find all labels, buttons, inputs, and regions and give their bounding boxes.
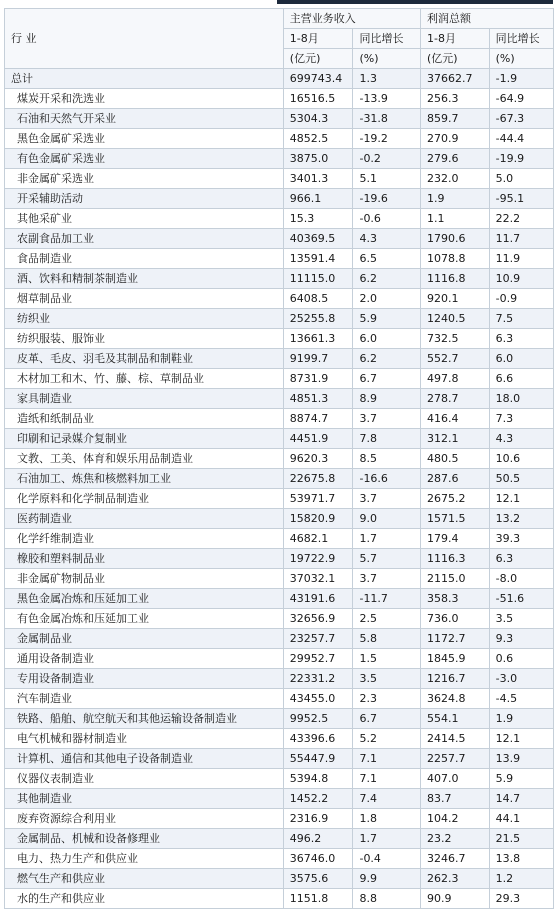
revenue-cell: 9620.3: [283, 449, 353, 469]
revenue-cell: 37032.1: [283, 569, 353, 589]
table-row: [5, 269, 554, 289]
profit-growth-cell: 29.3: [489, 889, 553, 909]
revenue-cell: 11115.0: [283, 269, 353, 289]
industry-table: [4, 8, 554, 909]
revenue-growth-cell: -0.6: [353, 209, 421, 229]
profit-growth-cell: 11.9: [489, 249, 553, 269]
industry-name-cell: 燃气生产和供应业: [5, 869, 284, 889]
revenue-growth-cell: 8.5: [353, 449, 421, 469]
profit-growth-cell: 13.9: [489, 749, 553, 769]
profit-cell: 1216.7: [421, 669, 490, 689]
industry-name-cell: 化学原料和化学制品制造业: [5, 489, 284, 509]
profit-cell: 270.9: [421, 129, 490, 149]
profit-cell: 1571.5: [421, 509, 490, 529]
revenue-growth-cell: 3.7: [353, 409, 421, 429]
profit-growth-cell: 12.1: [489, 729, 553, 749]
profit-growth-cell: -8.0: [489, 569, 553, 589]
header-pro-unit: (亿元): [421, 49, 490, 69]
revenue-cell: 22675.8: [283, 469, 353, 489]
profit-cell: 232.0: [421, 169, 490, 189]
revenue-cell: 19722.9: [283, 549, 353, 569]
table-row: [5, 329, 554, 349]
header-pro-pct: (%): [489, 49, 553, 69]
revenue-growth-cell: -0.2: [353, 149, 421, 169]
revenue-growth-cell: 7.4: [353, 789, 421, 809]
industry-name-cell: 有色金属矿采选业: [5, 149, 284, 169]
revenue-cell: 1452.2: [283, 789, 353, 809]
revenue-growth-cell: 1.5: [353, 649, 421, 669]
profit-cell: 279.6: [421, 149, 490, 169]
profit-cell: 859.7: [421, 109, 490, 129]
revenue-cell: 2316.9: [283, 809, 353, 829]
table-row: [5, 309, 554, 329]
profit-growth-cell: -64.9: [489, 89, 553, 109]
profit-growth-cell: -1.9: [489, 69, 553, 89]
table-row: [5, 729, 554, 749]
revenue-cell: 4682.1: [283, 529, 353, 549]
revenue-growth-cell: 6.2: [353, 269, 421, 289]
table-row: [5, 449, 554, 469]
profit-cell: 179.4: [421, 529, 490, 549]
revenue-cell: 32656.9: [283, 609, 353, 629]
profit-growth-cell: 10.6: [489, 449, 553, 469]
profit-growth-cell: -95.1: [489, 189, 553, 209]
revenue-growth-cell: 5.7: [353, 549, 421, 569]
table-row: [5, 849, 554, 869]
profit-growth-cell: 6.6: [489, 369, 553, 389]
revenue-cell: 5394.8: [283, 769, 353, 789]
profit-cell: 480.5: [421, 449, 490, 469]
revenue-growth-cell: 5.8: [353, 629, 421, 649]
profit-cell: 3246.7: [421, 849, 490, 869]
revenue-growth-cell: 9.0: [353, 509, 421, 529]
industry-name-cell: 总计: [5, 69, 284, 89]
revenue-cell: 43455.0: [283, 689, 353, 709]
table-row: [5, 709, 554, 729]
table-row: [5, 529, 554, 549]
revenue-cell: 13591.4: [283, 249, 353, 269]
profit-cell: 90.9: [421, 889, 490, 909]
revenue-growth-cell: 7.1: [353, 769, 421, 789]
industry-name-cell: 石油和天然气开采业: [5, 109, 284, 129]
profit-cell: 104.2: [421, 809, 490, 829]
profit-cell: 1.1: [421, 209, 490, 229]
revenue-cell: 1151.8: [283, 889, 353, 909]
profit-growth-cell: 39.3: [489, 529, 553, 549]
header-rev-pct: (%): [353, 49, 421, 69]
industry-name-cell: 酒、饮料和精制茶制造业: [5, 269, 284, 289]
revenue-growth-cell: -16.6: [353, 469, 421, 489]
profit-cell: 37662.7: [421, 69, 490, 89]
table-row: [5, 289, 554, 309]
industry-name-cell: 农副食品加工业: [5, 229, 284, 249]
profit-growth-cell: 9.3: [489, 629, 553, 649]
table-row: [5, 129, 554, 149]
industry-name-cell: 石油加工、炼焦和核燃料加工业: [5, 469, 284, 489]
table-row: [5, 869, 554, 889]
profit-cell: 358.3: [421, 589, 490, 609]
table-row: [5, 629, 554, 649]
revenue-growth-cell: 7.1: [353, 749, 421, 769]
industry-name-cell: 皮革、毛皮、羽毛及其制品和制鞋业: [5, 349, 284, 369]
profit-cell: 552.7: [421, 349, 490, 369]
industry-name-cell: 黑色金属矿采选业: [5, 129, 284, 149]
revenue-cell: 9199.7: [283, 349, 353, 369]
table-row: [5, 689, 554, 709]
revenue-cell: 23257.7: [283, 629, 353, 649]
profit-growth-cell: 11.7: [489, 229, 553, 249]
profit-cell: 2675.2: [421, 489, 490, 509]
revenue-cell: 8874.7: [283, 409, 353, 429]
table-row: [5, 389, 554, 409]
profit-growth-cell: 13.8: [489, 849, 553, 869]
revenue-growth-cell: 1.8: [353, 809, 421, 829]
industry-name-cell: 汽车制造业: [5, 689, 284, 709]
profit-growth-cell: 50.5: [489, 469, 553, 489]
table-row: [5, 749, 554, 769]
industry-name-cell: 电力、热力生产和供应业: [5, 849, 284, 869]
profit-cell: 1.9: [421, 189, 490, 209]
table-row: [5, 429, 554, 449]
industry-name-cell: 计算机、通信和其他电子设备制造业: [5, 749, 284, 769]
table-row: [5, 349, 554, 369]
total-row: [5, 69, 554, 89]
revenue-cell: 53971.7: [283, 489, 353, 509]
profit-growth-cell: 3.5: [489, 609, 553, 629]
industry-name-cell: 煤炭开采和洗选业: [5, 89, 284, 109]
revenue-growth-cell: 5.2: [353, 729, 421, 749]
profit-growth-cell: 1.9: [489, 709, 553, 729]
revenue-cell: 55447.9: [283, 749, 353, 769]
revenue-growth-cell: 6.7: [353, 709, 421, 729]
profit-cell: 1172.7: [421, 629, 490, 649]
profit-growth-cell: 7.3: [489, 409, 553, 429]
revenue-cell: 29952.7: [283, 649, 353, 669]
table-row: [5, 549, 554, 569]
revenue-growth-cell: 2.5: [353, 609, 421, 629]
industry-name-cell: 食品制造业: [5, 249, 284, 269]
industry-name-cell: 金属制品、机械和设备修理业: [5, 829, 284, 849]
revenue-growth-cell: 1.7: [353, 829, 421, 849]
industry-name-cell: 印刷和记录媒介复制业: [5, 429, 284, 449]
profit-cell: 1116.3: [421, 549, 490, 569]
revenue-cell: 25255.8: [283, 309, 353, 329]
industry-name-cell: 家具制造业: [5, 389, 284, 409]
industry-name-cell: 水的生产和供应业: [5, 889, 284, 909]
table-row: [5, 829, 554, 849]
header-profit-group: 利润总额: [421, 9, 554, 29]
profit-growth-cell: 5.0: [489, 169, 553, 189]
profit-cell: 2257.7: [421, 749, 490, 769]
profit-cell: 1078.8: [421, 249, 490, 269]
industry-name-cell: 医药制造业: [5, 509, 284, 529]
revenue-cell: 4852.5: [283, 129, 353, 149]
profit-growth-cell: 6.3: [489, 549, 553, 569]
header-pro-period: 1-8月: [421, 29, 490, 49]
revenue-cell: 3401.3: [283, 169, 353, 189]
industry-name-cell: 纺织业: [5, 309, 284, 329]
revenue-cell: 15.3: [283, 209, 353, 229]
revenue-cell: 13661.3: [283, 329, 353, 349]
table-row: [5, 889, 554, 909]
table-row: [5, 229, 554, 249]
table-row: [5, 169, 554, 189]
revenue-cell: 4451.9: [283, 429, 353, 449]
profit-cell: 1240.5: [421, 309, 490, 329]
profit-cell: 3624.8: [421, 689, 490, 709]
profit-cell: 2115.0: [421, 569, 490, 589]
profit-growth-cell: 7.5: [489, 309, 553, 329]
header-revenue-group: 主营业务收入: [283, 9, 420, 29]
revenue-growth-cell: 6.7: [353, 369, 421, 389]
revenue-growth-cell: 1.7: [353, 529, 421, 549]
revenue-cell: 4851.3: [283, 389, 353, 409]
profit-growth-cell: -44.4: [489, 129, 553, 149]
industry-name-cell: 仪器仪表制造业: [5, 769, 284, 789]
profit-cell: 278.7: [421, 389, 490, 409]
profit-cell: 407.0: [421, 769, 490, 789]
profit-growth-cell: 22.2: [489, 209, 553, 229]
industry-name-cell: 电气机械和器材制造业: [5, 729, 284, 749]
revenue-growth-cell: 3.5: [353, 669, 421, 689]
profit-cell: 732.5: [421, 329, 490, 349]
table-row: [5, 509, 554, 529]
table-row: [5, 409, 554, 429]
profit-growth-cell: 4.3: [489, 429, 553, 449]
top-bar: [277, 0, 553, 4]
profit-cell: 312.1: [421, 429, 490, 449]
industry-name-cell: 黑色金属冶炼和压延加工业: [5, 589, 284, 609]
industry-name-cell: 化学纤维制造业: [5, 529, 284, 549]
profit-cell: 256.3: [421, 89, 490, 109]
profit-cell: 920.1: [421, 289, 490, 309]
revenue-growth-cell: 5.9: [353, 309, 421, 329]
profit-cell: 554.1: [421, 709, 490, 729]
industry-name-cell: 金属制品业: [5, 629, 284, 649]
profit-growth-cell: -4.5: [489, 689, 553, 709]
table-row: [5, 809, 554, 829]
revenue-cell: 36746.0: [283, 849, 353, 869]
top-strip: [0, 0, 560, 8]
table-row: [5, 769, 554, 789]
revenue-growth-cell: 8.9: [353, 389, 421, 409]
revenue-cell: 6408.5: [283, 289, 353, 309]
table-row: [5, 89, 554, 109]
table-row: [5, 649, 554, 669]
industry-name-cell: 橡胶和塑料制品业: [5, 549, 284, 569]
profit-growth-cell: -51.6: [489, 589, 553, 609]
profit-cell: 23.2: [421, 829, 490, 849]
profit-growth-cell: 0.6: [489, 649, 553, 669]
industry-name-cell: 有色金属冶炼和压延加工业: [5, 609, 284, 629]
profit-growth-cell: 18.0: [489, 389, 553, 409]
table-row: [5, 589, 554, 609]
industry-name-cell: 专用设备制造业: [5, 669, 284, 689]
profit-growth-cell: -19.9: [489, 149, 553, 169]
industry-name-cell: 铁路、船舶、航空航天和其他运输设备制造业: [5, 709, 284, 729]
industry-name-cell: 非金属矿采选业: [5, 169, 284, 189]
header-industry: 行 业: [5, 9, 284, 69]
revenue-growth-cell: 7.8: [353, 429, 421, 449]
profit-growth-cell: 6.3: [489, 329, 553, 349]
revenue-growth-cell: 3.7: [353, 489, 421, 509]
header-rev-period: 1-8月: [283, 29, 353, 49]
industry-name-cell: 通用设备制造业: [5, 649, 284, 669]
profit-cell: 736.0: [421, 609, 490, 629]
profit-cell: 1790.6: [421, 229, 490, 249]
revenue-cell: 40369.5: [283, 229, 353, 249]
revenue-cell: 966.1: [283, 189, 353, 209]
revenue-growth-cell: -31.8: [353, 109, 421, 129]
table-row: [5, 189, 554, 209]
profit-cell: 1116.8: [421, 269, 490, 289]
profit-cell: 1845.9: [421, 649, 490, 669]
revenue-cell: 43191.6: [283, 589, 353, 609]
profit-cell: 2414.5: [421, 729, 490, 749]
revenue-growth-cell: -19.6: [353, 189, 421, 209]
revenue-growth-cell: -11.7: [353, 589, 421, 609]
header-rev-unit: (亿元): [283, 49, 353, 69]
profit-growth-cell: 6.0: [489, 349, 553, 369]
table-row: [5, 149, 554, 169]
revenue-growth-cell: -0.4: [353, 849, 421, 869]
revenue-growth-cell: 3.7: [353, 569, 421, 589]
revenue-cell: 699743.4: [283, 69, 353, 89]
revenue-growth-cell: 6.0: [353, 329, 421, 349]
revenue-growth-cell: -19.2: [353, 129, 421, 149]
profit-cell: 262.3: [421, 869, 490, 889]
table-row: [5, 569, 554, 589]
revenue-cell: 43396.6: [283, 729, 353, 749]
revenue-growth-cell: 5.1: [353, 169, 421, 189]
header-pro-yoy: 同比增长: [489, 29, 553, 49]
profit-cell: 416.4: [421, 409, 490, 429]
revenue-growth-cell: 2.3: [353, 689, 421, 709]
industry-name-cell: 开采辅助活动: [5, 189, 284, 209]
revenue-cell: 3575.6: [283, 869, 353, 889]
table-row: [5, 489, 554, 509]
revenue-cell: 16516.5: [283, 89, 353, 109]
revenue-cell: 496.2: [283, 829, 353, 849]
revenue-cell: 8731.9: [283, 369, 353, 389]
revenue-growth-cell: 2.0: [353, 289, 421, 309]
industry-name-cell: 非金属矿物制品业: [5, 569, 284, 589]
industry-name-cell: 其他采矿业: [5, 209, 284, 229]
revenue-growth-cell: -13.9: [353, 89, 421, 109]
profit-growth-cell: 21.5: [489, 829, 553, 849]
table-row: [5, 209, 554, 229]
industry-name-cell: 其他制造业: [5, 789, 284, 809]
revenue-cell: 5304.3: [283, 109, 353, 129]
profit-growth-cell: -0.9: [489, 289, 553, 309]
industry-name-cell: 文教、工美、体育和娱乐用品制造业: [5, 449, 284, 469]
profit-cell: 83.7: [421, 789, 490, 809]
profit-cell: 287.6: [421, 469, 490, 489]
industry-name-cell: 烟草制品业: [5, 289, 284, 309]
revenue-growth-cell: 4.3: [353, 229, 421, 249]
header-rev-yoy: 同比增长: [353, 29, 421, 49]
profit-growth-cell: 13.2: [489, 509, 553, 529]
revenue-growth-cell: 6.5: [353, 249, 421, 269]
profit-growth-cell: -3.0: [489, 669, 553, 689]
table-row: [5, 609, 554, 629]
table-row: [5, 669, 554, 689]
table-row: [5, 249, 554, 269]
revenue-cell: 22331.2: [283, 669, 353, 689]
profit-growth-cell: 12.1: [489, 489, 553, 509]
profit-cell: 497.8: [421, 369, 490, 389]
revenue-growth-cell: 6.2: [353, 349, 421, 369]
revenue-growth-cell: 9.9: [353, 869, 421, 889]
table-row: [5, 469, 554, 489]
table-row: [5, 109, 554, 129]
profit-growth-cell: 10.9: [489, 269, 553, 289]
table-row: [5, 369, 554, 389]
profit-growth-cell: 1.2: [489, 869, 553, 889]
revenue-growth-cell: 8.8: [353, 889, 421, 909]
revenue-growth-cell: 1.3: [353, 69, 421, 89]
revenue-cell: 9952.5: [283, 709, 353, 729]
table-row: [5, 789, 554, 809]
header-row-group: [5, 9, 554, 29]
profit-growth-cell: -67.3: [489, 109, 553, 129]
revenue-cell: 3875.0: [283, 149, 353, 169]
industry-name-cell: 木材加工和木、竹、藤、棕、草制品业: [5, 369, 284, 389]
industry-name-cell: 造纸和纸制品业: [5, 409, 284, 429]
profit-growth-cell: 5.9: [489, 769, 553, 789]
profit-growth-cell: 44.1: [489, 809, 553, 829]
industry-name-cell: 纺织服装、服饰业: [5, 329, 284, 349]
revenue-cell: 15820.9: [283, 509, 353, 529]
profit-growth-cell: 14.7: [489, 789, 553, 809]
industry-name-cell: 废弃资源综合利用业: [5, 809, 284, 829]
